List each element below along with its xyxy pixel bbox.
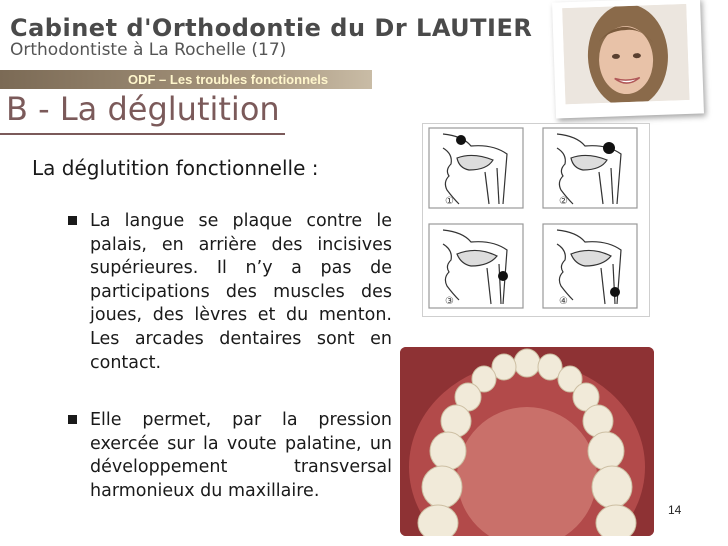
header-subtitle: Orthodontiste à La Rochelle (17): [10, 40, 287, 60]
page-number: 14: [668, 503, 682, 517]
section-title: B - La déglutition: [6, 90, 280, 128]
bullet-item: [68, 210, 392, 375]
bullet-item: [68, 409, 392, 503]
bullet-text: Elle permet, par la pression exercée sur la voute palatine, un développement transversal harmonieux du maxillaire.: [90, 410, 392, 501]
diagram-label: ④: [559, 296, 568, 307]
swallowing-diagram: [422, 123, 650, 317]
bullet-square-icon: [68, 415, 77, 424]
portrait-photo: [562, 4, 689, 104]
header-title: Cabinet d'Orthodontie du Dr LAUTIER: [10, 14, 533, 42]
bullet-square-icon: [68, 216, 77, 225]
subheading: La déglutition fonctionnelle :: [32, 156, 319, 180]
portrait-photo-frame: [552, 0, 704, 119]
diagram-label: ①: [445, 196, 454, 207]
dental-arch-photo: [400, 347, 654, 536]
title-underline: [0, 133, 285, 135]
bullet-text: La langue se plaque contre le palais, en arrière des incisives supérieures. Il n’y a pas de participations des muscles des joues, des lèvres et du menton. Les arcades dentaires sont en contact.: [90, 211, 392, 373]
diagram-label: ③: [445, 296, 454, 307]
section-band-label: ODF – Les troubles fonctionnels: [128, 72, 329, 87]
diagram-label: ②: [559, 196, 568, 207]
